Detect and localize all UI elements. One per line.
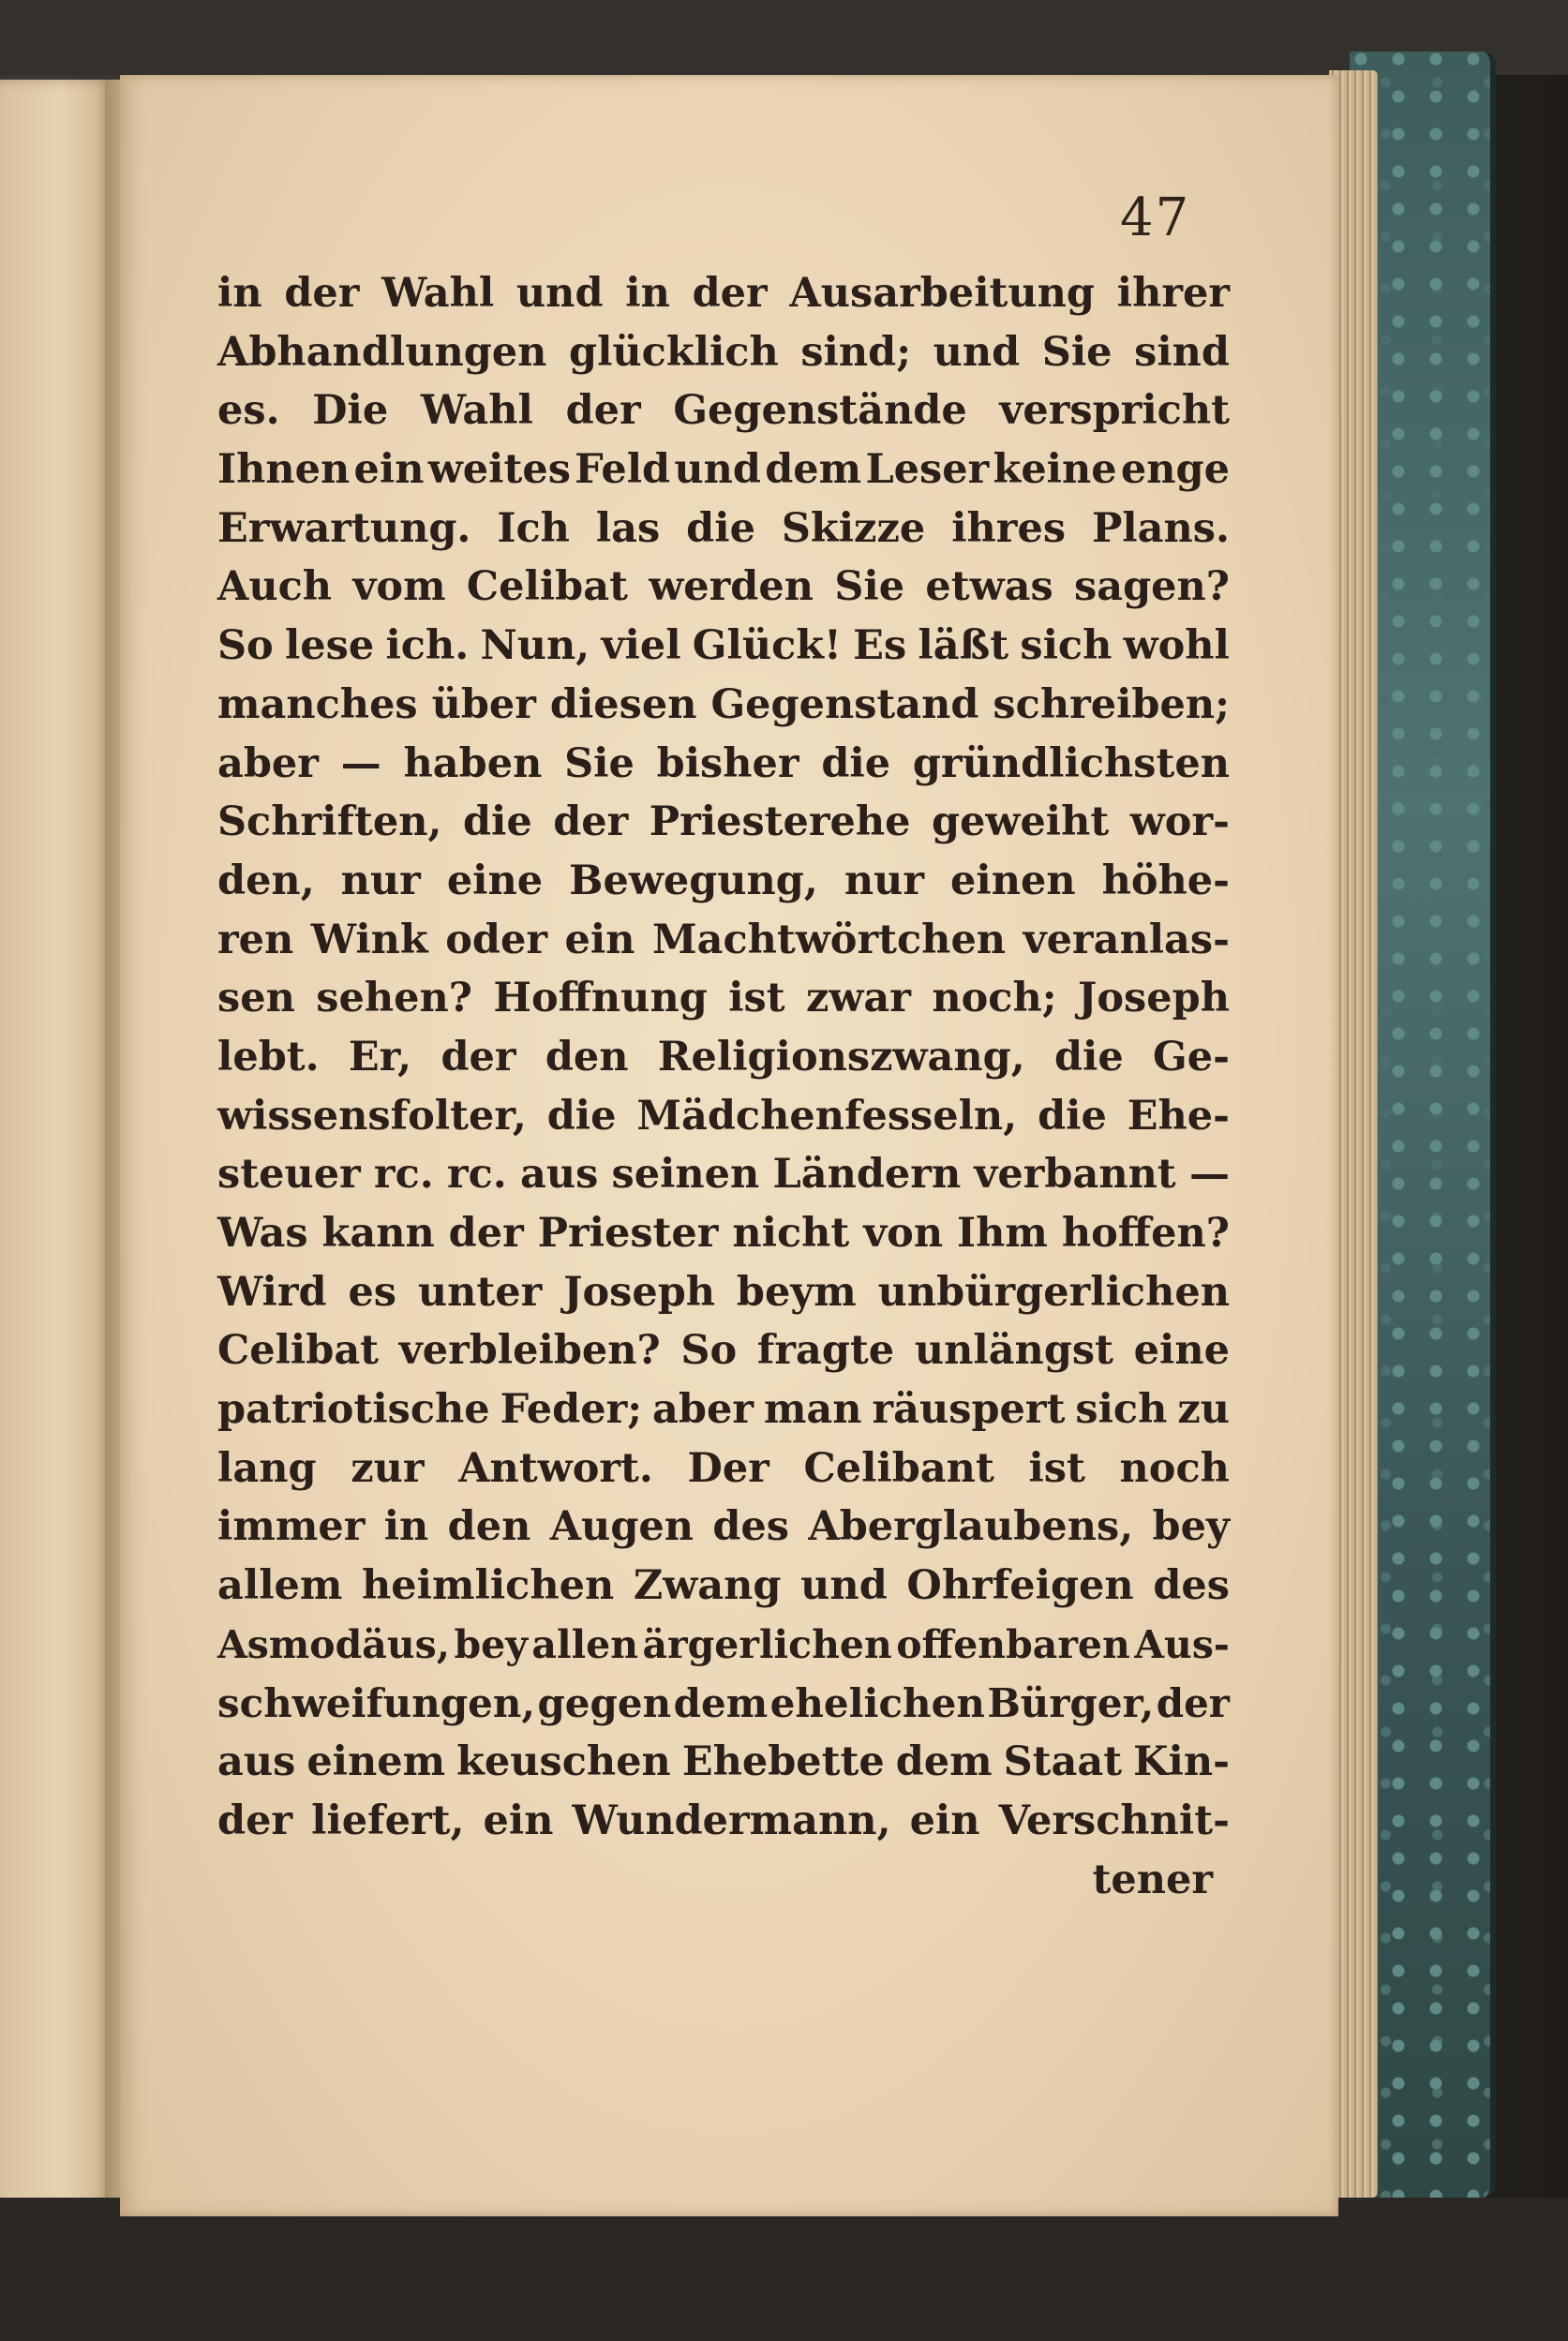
word: Der bbox=[687, 1444, 769, 1492]
word: Joseph bbox=[563, 1268, 716, 1316]
text-line bbox=[217, 264, 1230, 323]
word: Wundermann, bbox=[572, 1797, 891, 1844]
word: Leser bbox=[865, 446, 990, 494]
text-line bbox=[217, 1145, 1230, 1204]
word: Wahl bbox=[420, 387, 533, 435]
text-line bbox=[217, 1733, 1230, 1792]
word: von bbox=[863, 1210, 944, 1257]
word: und bbox=[800, 1562, 888, 1610]
word: Asmodäus, bbox=[217, 1621, 451, 1667]
word: ist bbox=[728, 975, 785, 1022]
word: Zwang bbox=[633, 1562, 782, 1610]
word: Was bbox=[217, 1210, 308, 1257]
word: Ohrfeigen bbox=[906, 1562, 1134, 1610]
word: sen bbox=[217, 975, 295, 1022]
word: zwar bbox=[806, 975, 911, 1022]
word: sich bbox=[1075, 1386, 1168, 1434]
word: oder bbox=[445, 916, 548, 963]
word: wissensfolter, bbox=[217, 1092, 527, 1140]
word: geweiht bbox=[932, 798, 1110, 846]
word: unbürgerlichen bbox=[877, 1268, 1230, 1316]
word: fragte bbox=[756, 1327, 895, 1375]
word: Sie bbox=[1041, 328, 1113, 376]
word: Hoffnung bbox=[493, 975, 708, 1022]
word: die bbox=[546, 1092, 617, 1140]
text-line bbox=[217, 1616, 1230, 1675]
word: liefert, bbox=[311, 1797, 465, 1844]
word: gegen bbox=[537, 1679, 672, 1726]
text-line bbox=[217, 1792, 1230, 1851]
word: haben bbox=[403, 739, 543, 787]
word: Gegenstände bbox=[673, 387, 967, 435]
word: seinen bbox=[611, 1151, 760, 1199]
word: Ich bbox=[497, 504, 570, 552]
page-text bbox=[217, 264, 1230, 1909]
word: räuspert bbox=[872, 1386, 1066, 1434]
word: dem bbox=[895, 1738, 993, 1786]
word: — bbox=[340, 739, 381, 787]
word: noch bbox=[1119, 1444, 1230, 1492]
word: allem bbox=[217, 1562, 343, 1610]
word: die bbox=[686, 504, 755, 552]
word: Ehebette bbox=[681, 1738, 885, 1786]
word: Bewegung, bbox=[569, 857, 818, 904]
word: keine bbox=[993, 446, 1117, 494]
word: steuer bbox=[217, 1151, 361, 1199]
word: dem bbox=[673, 1679, 769, 1726]
word: wor- bbox=[1129, 798, 1230, 846]
word: des bbox=[712, 1503, 789, 1551]
word: die bbox=[462, 798, 532, 846]
text-line bbox=[217, 676, 1230, 735]
word: vom bbox=[352, 563, 446, 611]
word: den, bbox=[217, 857, 315, 904]
word: manches bbox=[217, 680, 418, 728]
word: Aberglaubens, bbox=[808, 1503, 1134, 1551]
word: ärgerlichen bbox=[642, 1621, 892, 1667]
word: eine bbox=[446, 857, 544, 904]
word: veranlas- bbox=[1023, 916, 1230, 963]
word: und bbox=[674, 446, 761, 494]
word: allen bbox=[531, 1621, 639, 1667]
backdrop bbox=[0, 0, 1568, 75]
text-line bbox=[217, 969, 1230, 1028]
word: unlängst bbox=[914, 1327, 1113, 1375]
word: Plans. bbox=[1091, 504, 1230, 552]
word: aus bbox=[519, 1151, 599, 1199]
word: immer bbox=[217, 1503, 366, 1551]
word: sind bbox=[1134, 328, 1230, 376]
word: verbleiben? bbox=[398, 1327, 661, 1375]
word: verspricht bbox=[999, 387, 1230, 435]
text-line bbox=[217, 1087, 1230, 1146]
text-line bbox=[217, 323, 1230, 382]
word: über bbox=[431, 680, 536, 728]
word: man bbox=[763, 1386, 862, 1434]
word: in bbox=[383, 1503, 429, 1551]
word: heimlichen bbox=[362, 1562, 615, 1610]
word: Staat bbox=[1003, 1738, 1123, 1786]
text-line bbox=[217, 1263, 1230, 1322]
word: So bbox=[217, 622, 274, 670]
text-line bbox=[217, 440, 1230, 500]
text-line bbox=[217, 1380, 1230, 1439]
text-line bbox=[217, 911, 1230, 970]
word: ehelichen bbox=[769, 1679, 985, 1726]
word: Priesterehe bbox=[649, 798, 911, 846]
word: Celibant bbox=[803, 1444, 994, 1492]
word: einen bbox=[950, 857, 1076, 904]
word: sich bbox=[1020, 622, 1113, 670]
word: enge bbox=[1120, 446, 1230, 494]
word: hoffen? bbox=[1061, 1210, 1230, 1257]
word: Skizze bbox=[781, 504, 926, 552]
word: ren bbox=[217, 916, 294, 963]
word: die bbox=[1038, 1092, 1107, 1140]
word: Es bbox=[853, 622, 907, 670]
word: beym bbox=[736, 1268, 857, 1316]
word: Nun, bbox=[480, 622, 590, 670]
word: der bbox=[1156, 1679, 1230, 1726]
word: Ihm bbox=[957, 1210, 1048, 1257]
word: Ge- bbox=[1153, 1033, 1230, 1081]
word: diesen bbox=[549, 680, 697, 728]
word: Erwartung. bbox=[217, 504, 471, 552]
text-line bbox=[217, 617, 1230, 676]
word: verbannt bbox=[974, 1151, 1176, 1199]
word: Ländern bbox=[772, 1151, 962, 1199]
text-line bbox=[217, 793, 1230, 852]
word: — bbox=[1188, 1151, 1230, 1199]
word: offenbaren bbox=[896, 1621, 1130, 1667]
word: weites bbox=[427, 446, 571, 494]
word: keuschen bbox=[456, 1738, 671, 1786]
word: las bbox=[595, 504, 661, 552]
word: und bbox=[933, 328, 1021, 376]
word: schreiben; bbox=[993, 680, 1230, 728]
word: Augen bbox=[549, 1503, 694, 1551]
word: lang bbox=[217, 1444, 317, 1492]
word: der bbox=[284, 270, 360, 317]
text-line bbox=[217, 735, 1230, 794]
word: Ihnen bbox=[217, 446, 351, 494]
word: Wahl bbox=[381, 270, 495, 317]
text-line bbox=[217, 852, 1230, 911]
word: der bbox=[441, 1033, 516, 1081]
word: nicht bbox=[732, 1210, 850, 1257]
word: Abhandlungen bbox=[217, 328, 547, 376]
word: ein bbox=[483, 1797, 554, 1844]
word: der bbox=[692, 270, 768, 317]
word: Sie bbox=[564, 739, 635, 787]
word: schweifungen, bbox=[217, 1679, 535, 1726]
word: aus bbox=[217, 1738, 296, 1786]
word: zu bbox=[1177, 1386, 1230, 1434]
word: Kin- bbox=[1133, 1738, 1230, 1786]
word: ist bbox=[1028, 1444, 1085, 1492]
word: ihres bbox=[951, 504, 1067, 552]
word: in bbox=[625, 270, 670, 317]
word: Verschnit- bbox=[998, 1797, 1230, 1844]
word: der bbox=[565, 387, 641, 435]
text-line bbox=[217, 1557, 1230, 1616]
word: des bbox=[1153, 1562, 1230, 1610]
word: dem bbox=[765, 446, 862, 494]
word: sagen? bbox=[1074, 563, 1230, 611]
word: Ausarbeitung bbox=[789, 270, 1095, 317]
word: rc. bbox=[373, 1151, 434, 1199]
word: Schriften, bbox=[217, 798, 442, 846]
word: sind; bbox=[800, 328, 912, 376]
word: eine bbox=[1133, 1327, 1230, 1375]
word: Feder; bbox=[500, 1386, 643, 1434]
word: werden bbox=[649, 563, 814, 611]
word: unter bbox=[417, 1268, 543, 1316]
page-number: 47 bbox=[1120, 187, 1191, 248]
word: Machtwörtchen bbox=[652, 916, 1007, 963]
word: Celibat bbox=[466, 563, 628, 611]
word: Auch bbox=[217, 563, 333, 611]
word: bey bbox=[1152, 1503, 1230, 1551]
text-line bbox=[217, 1028, 1230, 1087]
word: Gegenstand bbox=[710, 680, 979, 728]
text-line bbox=[217, 1204, 1230, 1263]
word: Ehe- bbox=[1127, 1092, 1230, 1140]
word: Priester bbox=[537, 1210, 719, 1257]
text-line bbox=[217, 381, 1230, 440]
word: kann bbox=[321, 1210, 435, 1257]
word: es bbox=[348, 1268, 397, 1316]
word: höhe- bbox=[1101, 857, 1230, 904]
word: Wird bbox=[217, 1268, 327, 1316]
text-line bbox=[217, 558, 1230, 617]
word: nur bbox=[340, 857, 421, 904]
word: Celibat bbox=[217, 1327, 380, 1375]
text-line bbox=[217, 1439, 1230, 1499]
word: gründlichsten bbox=[912, 739, 1230, 787]
word: Glück! bbox=[692, 622, 842, 670]
word: Die bbox=[312, 387, 389, 435]
text-line bbox=[217, 1675, 1230, 1734]
word: bey bbox=[454, 1621, 529, 1667]
word: und bbox=[515, 270, 604, 317]
word: sehen? bbox=[316, 975, 472, 1022]
word: bisher bbox=[656, 739, 799, 787]
word: ein bbox=[909, 1797, 980, 1844]
word: Mädchenfesseln, bbox=[636, 1092, 1018, 1140]
word: Er, bbox=[348, 1033, 412, 1081]
word: patriotische bbox=[217, 1386, 490, 1434]
word: So bbox=[680, 1327, 738, 1375]
catchword bbox=[217, 1851, 1230, 1910]
word: ein bbox=[564, 916, 635, 963]
word: die bbox=[821, 739, 891, 787]
word: in bbox=[217, 270, 262, 317]
text-line bbox=[217, 1321, 1230, 1380]
word: rc. bbox=[446, 1151, 507, 1199]
word: etwas bbox=[925, 563, 1053, 611]
word: aber bbox=[217, 739, 319, 787]
word: Wink bbox=[310, 916, 428, 963]
word: ihrer bbox=[1116, 270, 1230, 317]
catchword-text: tener bbox=[1092, 1856, 1213, 1903]
word: noch; bbox=[932, 975, 1057, 1022]
word: der bbox=[553, 798, 629, 846]
word: glücklich bbox=[569, 328, 779, 376]
word: Religionszwang, bbox=[657, 1033, 1025, 1081]
word: ein bbox=[353, 446, 425, 494]
word: Bürger, bbox=[987, 1679, 1155, 1726]
word: Joseph bbox=[1078, 975, 1230, 1022]
word: nur bbox=[844, 857, 925, 904]
word: es. bbox=[217, 387, 280, 435]
text-line bbox=[217, 1498, 1230, 1557]
word: läßt bbox=[918, 622, 1009, 670]
word: lebt. bbox=[217, 1033, 320, 1081]
word: der bbox=[448, 1210, 524, 1257]
word: viel bbox=[601, 622, 681, 670]
word: Feld bbox=[575, 446, 671, 494]
backdrop-bottom bbox=[0, 2198, 1568, 2341]
word: Aus- bbox=[1134, 1621, 1230, 1667]
word: Antwort. bbox=[458, 1444, 653, 1492]
word: die bbox=[1053, 1033, 1124, 1081]
word: ich. bbox=[385, 622, 470, 670]
left-page bbox=[0, 80, 112, 2216]
word: lese bbox=[284, 622, 375, 670]
word: Sie bbox=[834, 563, 905, 611]
word: der bbox=[217, 1797, 293, 1844]
text-line bbox=[217, 500, 1230, 559]
word: den bbox=[447, 1503, 531, 1551]
word: zur bbox=[351, 1444, 425, 1492]
word: wohl bbox=[1123, 622, 1230, 670]
word: aber bbox=[652, 1386, 754, 1434]
word: einem bbox=[306, 1738, 446, 1786]
word: den bbox=[545, 1033, 629, 1081]
